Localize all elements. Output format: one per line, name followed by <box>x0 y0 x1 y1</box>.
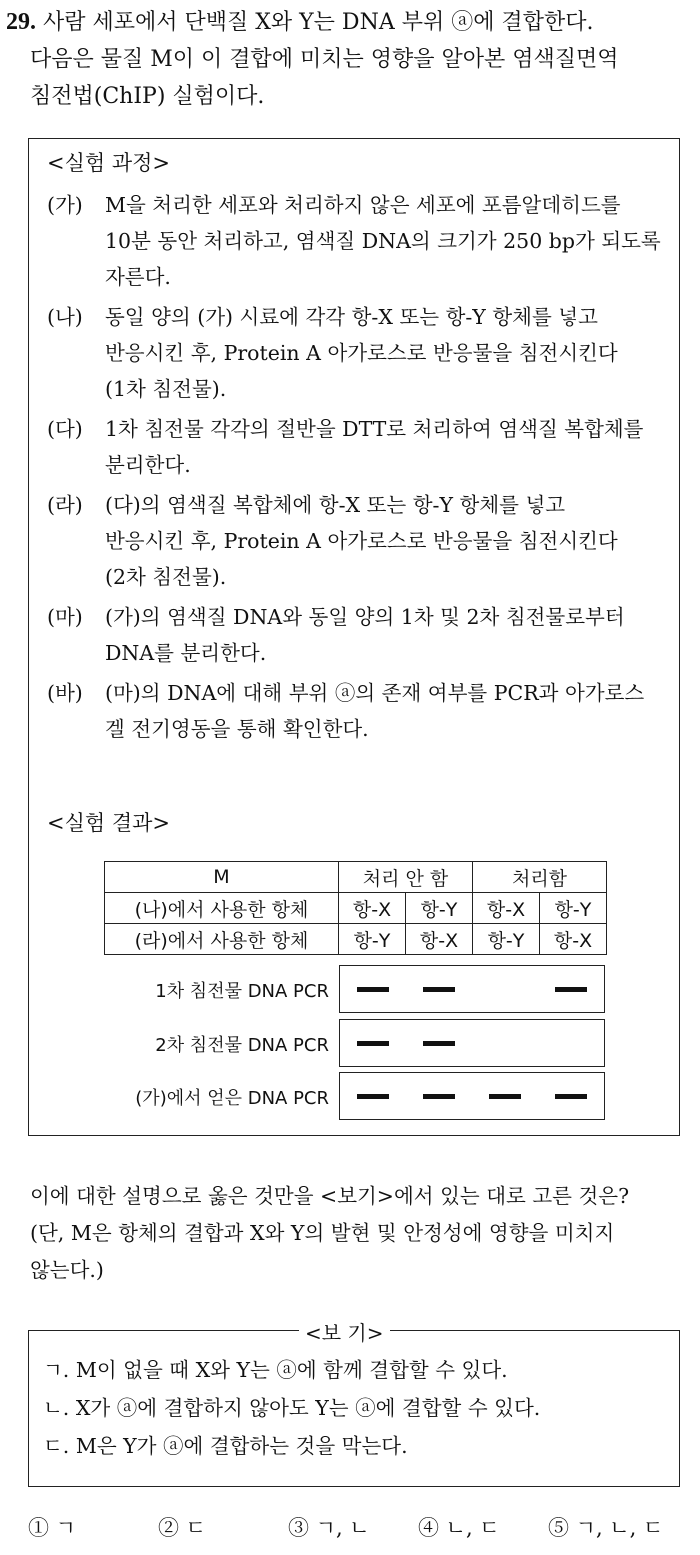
table-row <box>105 893 607 924</box>
gel-band <box>357 1094 389 1099</box>
choice-3[interactable]: ③ ㄱ, ㄴ <box>288 1516 370 1540</box>
table-cell: 항-X <box>339 893 406 924</box>
question-line-3: 침전법(ChIP) 실험이다. <box>30 84 265 109</box>
question-line-1: 29. 사람 세포에서 단백질 X와 Y는 DNA 부위 ⓐ에 결합한다. <box>6 9 594 35</box>
gel-label-first: 1차 침전물 DNA PCR <box>155 981 329 1002</box>
table-cell: 항-X <box>473 893 540 924</box>
gel-band <box>423 987 455 992</box>
table-cell: 항-X <box>540 924 607 955</box>
gel-band <box>423 1041 455 1046</box>
gel-lane-input <box>339 1072 605 1120</box>
stem-line-2: (단, M은 항체의 결합과 X와 Y의 발현 및 안정성에 영향을 미치지 <box>30 1221 615 1245</box>
bogi-items <box>43 1351 540 1465</box>
step-tag: (다) <box>47 417 83 441</box>
table-cell: 항-Y <box>406 893 473 924</box>
step-tag: (나) <box>47 305 83 329</box>
table-cell: 항-X <box>406 924 473 955</box>
bogi-item-c: ㄷ. M은 Y가 ⓐ에 결합하는 것을 막는다. <box>43 1434 408 1458</box>
header-m: M <box>105 862 339 893</box>
row-label: (나)에서 사용한 항체 <box>105 893 339 924</box>
gel-band <box>555 1094 587 1099</box>
step-na: (나) 동일 양의 (가) 시료에 각각 항-X 또는 항-Y 항체를 넣고 반응시킨 후, Protein A 아가로스로 반응물을 침전시킨다 (1차 침전물). <box>47 299 672 407</box>
bogi-title: <보 기> <box>299 1317 390 1346</box>
step-tag: (라) <box>47 493 83 517</box>
bogi-item-b: ㄴ. X가 ⓐ에 결합하지 않아도 Y는 ⓐ에 결합할 수 있다. <box>43 1396 541 1420</box>
procedure-title: <실험 과정> <box>47 151 171 175</box>
step-ga: (가) M을 처리한 세포와 처리하지 않은 세포에 포름알데히드를 10분 동안 처리하고, 염색질 DNA의 크기가 250 bp가 되도록 자른다. <box>47 187 672 295</box>
procedure-steps <box>47 187 672 751</box>
choice-2[interactable]: ② ㄷ <box>158 1516 206 1540</box>
question-line-2: 다음은 물질 M이 이 결합에 미치는 영향을 알아본 염색질면역 <box>30 47 619 72</box>
question-number: 29. <box>6 9 36 35</box>
table-cell: 항-Y <box>339 924 406 955</box>
gel-label-input: (가)에서 얻은 DNA PCR <box>135 1088 329 1109</box>
bogi-item-a: ㄱ. M이 없을 때 X와 Y는 ⓐ에 함께 결합할 수 있다. <box>43 1358 508 1382</box>
step-ma: (마) (가)의 염색질 DNA와 동일 양의 1차 및 2차 침전물로부터 DNA를 분리한다. <box>47 599 672 671</box>
row-label: (라)에서 사용한 항체 <box>105 924 339 955</box>
step-ra: (라) (다)의 염색질 복합체에 항-X 또는 항-Y 항체를 넣고 반응시킨 후, Protein A 아가로스로 반응물을 침전시킨다 (2차 침전물). <box>47 487 672 595</box>
stem-line-1: 이에 대한 설명으로 옳은 것만을 <보기>에서 있는 대로 고른 것은? <box>30 1184 630 1208</box>
gel-band <box>555 987 587 992</box>
bogi-box <box>28 1321 680 1487</box>
experiment-box <box>28 138 680 1136</box>
step-tag: (바) <box>47 681 83 705</box>
choice-1[interactable]: ① ㄱ <box>28 1516 76 1540</box>
gel-band <box>489 1094 521 1099</box>
step-tag: (가) <box>47 193 83 217</box>
header-untreated: 처리 안 함 <box>339 862 473 893</box>
stem-line-3: 않는다.) <box>30 1258 104 1282</box>
results-title: <실험 결과> <box>47 811 171 835</box>
gel-band <box>357 1041 389 1046</box>
question-stem <box>30 1178 690 1289</box>
gel-band <box>423 1094 455 1099</box>
gel-band <box>357 987 389 992</box>
gel-lane-second <box>339 1019 605 1067</box>
gel-label-second: 2차 침전물 DNA PCR <box>155 1035 329 1056</box>
table-cell: 항-Y <box>540 893 607 924</box>
step-da: (다) 1차 침전물 각각의 절반을 DTT로 처리하여 염색질 복합체를 분리한다. <box>47 411 672 483</box>
table-row <box>105 924 607 955</box>
header-treated: 처리함 <box>473 862 607 893</box>
step-tag: (마) <box>47 605 83 629</box>
table-header-row <box>105 862 607 893</box>
gel-lane-first <box>339 965 605 1013</box>
question-header <box>6 4 696 115</box>
choice-4[interactable]: ④ ㄴ, ㄷ <box>418 1516 500 1540</box>
results-table <box>104 861 607 955</box>
table-cell: 항-Y <box>473 924 540 955</box>
step-ba: (바) (마)의 DNA에 대해 부위 ⓐ의 존재 여부를 PCR과 아가로스 겔 전기영동을 통해 확인한다. <box>47 675 672 747</box>
choice-5[interactable]: ⑤ ㄱ, ㄴ, ㄷ <box>548 1516 664 1540</box>
